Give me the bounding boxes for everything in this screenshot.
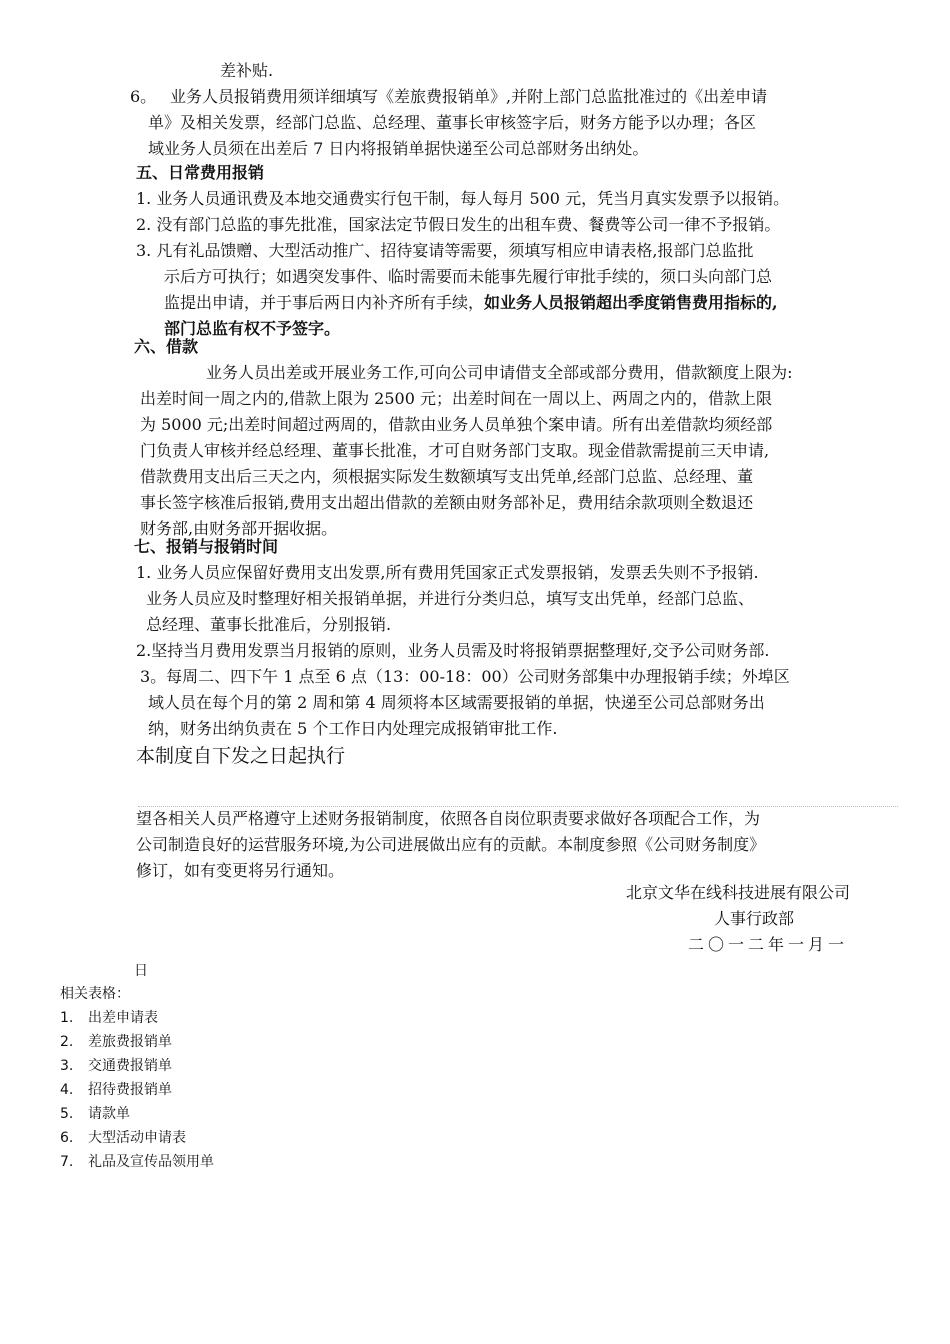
section6-line: 业务人员出差或开展业务工作,可向公司申请借支全部或部分费用，借款额度上限为: xyxy=(206,363,793,382)
section7-item-3-line: 纳，财务出纳负责在 5 个工作日内处理完成报销审批工作. xyxy=(148,719,558,738)
section5-list xyxy=(136,186,906,342)
top-line: 差补贴. xyxy=(220,61,274,80)
effective-statement: 本制度自下发之日起执行 xyxy=(136,745,346,767)
related-forms-title: 相关表格： xyxy=(60,986,130,1002)
related-form-num: 4. xyxy=(60,1082,74,1098)
related-form-num: 2. xyxy=(60,1034,74,1050)
section5-item-3-text: 监提出申请，并于事后两日内补齐所有手续， xyxy=(164,293,485,312)
section6-title: 六、借款 xyxy=(134,337,199,356)
section5-item-3-line: 示后方可执行；如遇突发事件、临时需要而未能事先履行审批手续的，须口头向部门总 xyxy=(164,267,773,286)
section7-list xyxy=(136,560,906,742)
section7-item-2: 2.坚持当月费用发票当月报销的原则，业务人员需及时将报销票据整理好,交予公司财务部. xyxy=(136,641,770,660)
closing-line: 望各相关人员严格遵守上述财务报销制度，依照各自岗位职责要求做好各项配合工作，为 xyxy=(136,809,761,828)
related-forms-list xyxy=(60,1006,214,1174)
section6-line: 门负责人审核并经总经理、董事长批准，才可自财务部门支取。现金借款需提前三天申请, xyxy=(140,441,770,460)
item6-line: 域业务人员须在出差后 7 日内将报销单据快递至公司总部财务出纳处。 xyxy=(148,139,649,158)
related-form-item xyxy=(60,1030,214,1054)
section6-line: 事长签字核准后报销,费用支出超出借款的差额由财务部补足，费用结余款项则全数退还 xyxy=(140,493,754,512)
section5-item-3-bold-line: 部门总监有权不予签字。 xyxy=(164,319,341,338)
related-form-label: 大型活动申请表 xyxy=(88,1130,186,1146)
related-form-item xyxy=(60,1054,214,1078)
related-form-num: 6. xyxy=(60,1130,74,1146)
section7-item-1-line: 业务人员应及时整理好相关报销单据，并进行分类归总，填写支出凭单，经部门总监、 xyxy=(146,589,755,608)
signature-date: 二〇一二年一月一 xyxy=(688,935,849,954)
closing-paragraph xyxy=(136,806,906,884)
related-form-label: 出差申请表 xyxy=(88,1010,158,1026)
signature-company: 北京文华在线科技进展有限公司 xyxy=(626,883,851,902)
signature-date-tail: 日 xyxy=(134,963,148,979)
section6-paragraph xyxy=(140,360,910,542)
related-form-item xyxy=(60,1102,214,1126)
section7-item-1-line: 总经理、董事长批准后，分别报销. xyxy=(146,615,392,634)
section6-line: 借款费用支出后三天之内，须根据实际发生数额填写支出凭单,经部门总监、总经理、董 xyxy=(140,467,754,486)
section7-title: 七、报销与报销时间 xyxy=(134,537,279,556)
item6-paragraph xyxy=(148,84,898,162)
related-form-num: 5. xyxy=(60,1106,74,1122)
section5-item-2: 2. 没有部门总监的事先批准，国家法定节假日发生的出租车费、餐费等公司一律不予报销。 xyxy=(136,215,781,234)
section6-line: 出差时间一周之内的,借款上限为 2500 元；出差时间在一周以上、两周之内的，借款上限 xyxy=(140,389,772,408)
related-form-num: 1. xyxy=(60,1010,74,1026)
section5-item-3-line xyxy=(136,290,906,316)
related-form-num: 7. xyxy=(60,1154,74,1170)
section5-title: 五、日常费用报销 xyxy=(136,163,265,182)
section7-item-3-line: 域人员在每个月的第 2 周和第 4 周须将本区域需要报销的单据，快递至公司总部财务出 xyxy=(148,693,765,712)
section6-line: 财务部,由财务部开据收据。 xyxy=(140,519,338,538)
section7-item-1-line: 1. 业务人员应保留好费用支出发票,所有费用凭国家正式发票报销，发票丢失则不予报销. xyxy=(136,563,759,582)
related-form-label: 礼品及宣传品领用单 xyxy=(88,1154,214,1170)
signature-department: 人事行政部 xyxy=(714,909,795,928)
related-form-item xyxy=(60,1006,214,1030)
related-form-label: 交通费报销单 xyxy=(88,1058,172,1074)
closing-line: 公司制造良好的运营服务环境,为公司进展做出应有的贡献。本制度参照《公司财务制度》 xyxy=(136,835,766,854)
item6-line: 业务人员报销费用须详细填写《差旅费报销单》,并附上部门总监批准过的《出差申请 xyxy=(170,87,768,106)
closing-line: 修订，如有变更将另行通知。 xyxy=(136,861,345,880)
item6-number: 6。 xyxy=(130,87,157,106)
item6-line: 单》及相关发票，经部门总监、总经理、董事长审核签字后，财务方能予以办理；各区 xyxy=(148,113,757,132)
section5-item-1: 1. 业务人员通讯费及本地交通费实行包干制，每人每月 500 元，凭当月真实发票予以报销。 xyxy=(136,189,790,208)
section6-line: 为 5000 元;出差时间超过两周的，借款由业务人员单独个案申请。所有出差借款均须经部 xyxy=(140,415,773,434)
related-form-label: 请款单 xyxy=(88,1106,130,1122)
section7-item-3-line: 3。每周二、四下午 1 点至 6 点（13：00-18：00）公司财务部集中办理报销手续；外埠区 xyxy=(140,667,790,686)
section5-item-3-bold: 如业务人员报销超出季度销售费用指标的, xyxy=(484,293,778,312)
related-form-num: 3. xyxy=(60,1058,74,1074)
related-form-label: 差旅费报销单 xyxy=(88,1034,172,1050)
related-form-item xyxy=(60,1126,214,1150)
related-form-item xyxy=(60,1150,214,1174)
related-form-label: 招待费报销单 xyxy=(88,1082,172,1098)
section5-item-3-line: 3. 凡有礼品馈赠、大型活动推广、招待宴请等需要，须填写相应申请表格,报部门总监批 xyxy=(136,241,754,260)
related-form-item xyxy=(60,1078,214,1102)
